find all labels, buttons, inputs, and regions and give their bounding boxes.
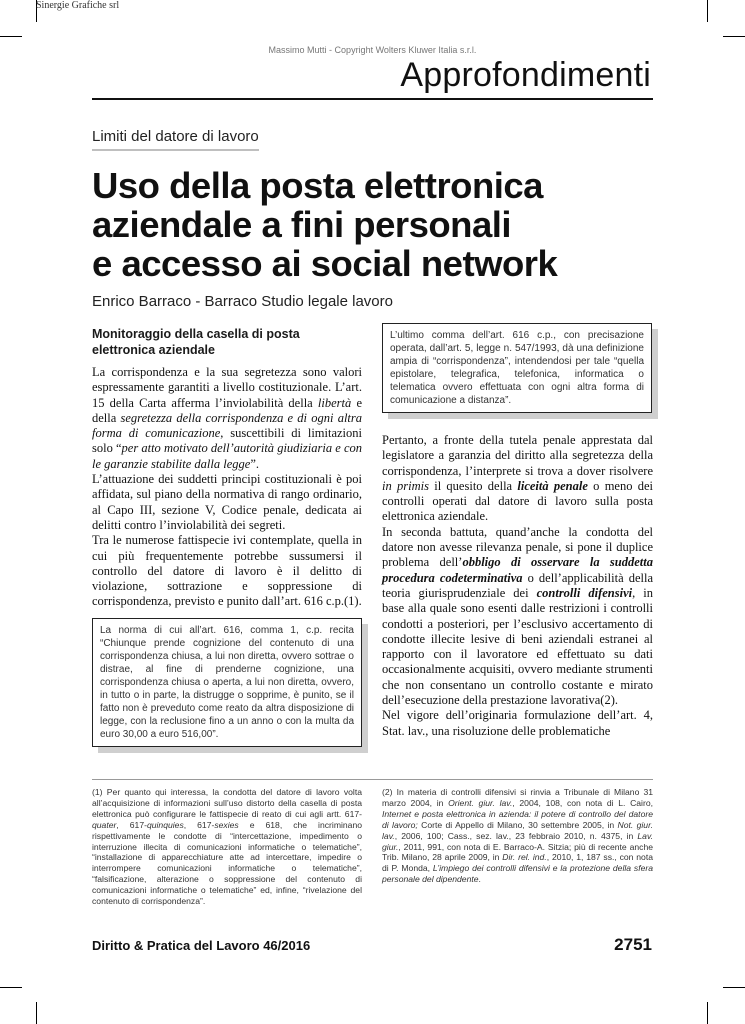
emphasis: Orient. giur. lav. <box>448 797 513 808</box>
header-rule <box>92 98 653 100</box>
text-run: La corrispondenza e la sua segretezza sono valori espressamente garantiti a livello costituzionale. L’art. 15 della Carta afferma l’inviolabilità della <box>92 365 362 410</box>
footnote-text <box>92 787 362 907</box>
footnote-2 <box>382 787 653 885</box>
crop-mark <box>707 0 708 22</box>
quote-box: L’ultimo comma dell’art. 616 c.p., con precisazione operata, dall’art. 5, legge n. 547/1993, dà una definizione ampia di “corrispondenza”, intendendosi per tale “quella epistolare, telegrafica, telefonica, informatica o telematica ovvero effettuata con ogni altra forma di comunicazione a distanza”. <box>382 323 652 413</box>
text-run: , 2011, 991, con nota di E. Barraco-A. Sitzia; più di recente anche Trib. Milano, 28 aprile 2009, in <box>382 841 653 863</box>
footnote-rule <box>92 779 653 780</box>
strong-emphasis: liceità penale <box>517 478 588 493</box>
headline-line: Uso della posta elettronica <box>92 165 543 206</box>
kicker-rule <box>92 149 259 151</box>
text-run: (2) In materia di controlli difensivi si rinvia a Tribunale di Milano 31 marzo 2004, in <box>382 787 653 808</box>
text-run: , 2010, 1, 187 ss., con nota di P. Monda, <box>382 852 653 874</box>
emphasis: L’impiego dei controlli difensivi e la protezione della sfera personale del dipendente <box>382 863 654 885</box>
text-run: il quesito della <box>428 478 518 493</box>
journal-reference: Diritto & Pratica del Lavoro 46/2016 <box>92 938 311 953</box>
column-left <box>92 327 362 747</box>
paragraph <box>92 365 362 472</box>
text-run: , suscettibili di limitazioni solo “ <box>92 426 362 456</box>
subheading: Monitoraggio della casella di posta elettronica aziendale <box>92 327 300 357</box>
headline-line: e accesso ai social network <box>92 243 558 284</box>
body-text <box>92 365 362 610</box>
footnote-1 <box>92 787 362 907</box>
text-run: In seconda battuta, quand’anche la condotta del datore non avesse rilevanza penale, si pone il duplice problema dell’ <box>382 524 653 570</box>
copyright-line: Massimo Mutti - Copyright Wolters Kluwer Italia s.r.l. <box>268 45 477 55</box>
text-run: , 617- <box>116 819 147 830</box>
text-run: , 2006, 100; Cass., sez. lav., 23 febbraio 2010, n. 4375, in <box>394 830 638 841</box>
paragraph <box>382 708 653 739</box>
emphasis: sexies <box>214 819 239 830</box>
byline: Enrico Barraco - Barraco Studio legale lavoro <box>92 293 393 310</box>
headline-line: aziendale a fini personali <box>92 204 512 245</box>
emphasis: segretezza della corrispondenza e di ogni altra forma di comunicazione <box>92 410 363 441</box>
text-run: Corte di Appello di Milano, 30 settembre 2005, in <box>417 819 618 830</box>
text-run: Tra le numerose fattispecie ivi contemplate, quella in cui più frequentemente potrebbe sussumersi il controllo del datore di lavoro è il delitto di violazione, sottrazione e soppressione di corrispondenza, previsto e punito dall’art. 616 c.p.(1). <box>92 533 362 609</box>
text-run: Pertanto, a fronte della tutela penale apprestata dal legislatore a garanzia del diritto alla segretezza della corrispondenza, l’interprete si trova a dover risolvere <box>382 433 653 478</box>
crop-mark <box>0 36 22 37</box>
text-run: (1) Per quanto qui interessa, la condotta del datore di lavoro volta all’acquisizione di informazioni sull’uso distorto della casella di posta elettronica può configurare le fattispecie di reato di cui agli artt. 617- <box>92 787 362 819</box>
emphasis: libertà <box>317 395 352 410</box>
section-title: Approfondimenti <box>400 56 651 94</box>
strong-emphasis: controlli difensivi <box>536 585 633 600</box>
text-run: , 617- <box>183 819 215 830</box>
body-text <box>382 433 653 739</box>
paragraph <box>382 525 653 709</box>
page-number: 2751 <box>614 935 652 954</box>
footnote-text <box>382 787 653 885</box>
column-right <box>382 323 653 739</box>
emphasis: Internet e posta elettronica in azienda: il potere di controllo del datore di lavoro; <box>382 808 653 830</box>
text-run: . <box>478 874 481 885</box>
strong-emphasis: obbligo di osservare la suddetta procedura codeterminativa <box>382 555 653 585</box>
emphasis: Lav. giur. <box>382 830 653 852</box>
emphasis: quinquies <box>146 819 184 830</box>
printer-mark: Sinergie Grafiche srl <box>36 0 120 11</box>
emphasis: per atto motivato dell’autorità giudiziaria e con le garanzie stabilite dalla legge <box>92 441 362 471</box>
paragraph <box>92 472 362 533</box>
text-run: , 2004, 108, con nota di L. Cairo, <box>512 797 653 808</box>
emphasis: in primis <box>382 478 429 493</box>
text-run: ”. <box>250 456 260 471</box>
text-run: e 618, che incriminano rispettivamente le condotte di “intercettazione, impedimento o interruzione illecita di comunicazioni informatiche o telematiche”, “installazione di apparecchiature atte ad intercettare, impedire o interrompere comunicazioni informatiche o telematiche”, “falsificazione, alterazione o soppressione del contenuto di comunicazioni informatiche o telematiche” ed, infine, “rivelazione del contenuto di corrispondenza”. <box>92 819 362 907</box>
text-run: o meno dei controlli operati dal datore di lavoro sulla posta elettronica aziendale. <box>382 478 653 524</box>
text-run: L’attuazione dei suddetti principi costituzionali è poi affidata, sul piano della normativa di rango ordinario, al Capo III, sezione V, Codice penale, dedicata ai delitti contro l’inviolabilità dei segreti. <box>92 472 362 532</box>
text-run: Nel vigore dell’originaria formulazione dell’art. 4, Stat. lav., una risoluzione delle problematiche <box>382 708 653 738</box>
crop-mark <box>723 987 745 988</box>
text-run: e della <box>92 395 362 425</box>
quote-box: La norma di cui all’art. 616, comma 1, c.p. recita “Chiunque prende cognizione del contenuto di una corrispondenza chiusa, a lui non diretta, ovvero sottrae o distrae, al fine di prenderne cognizione, una corrispondenza chiusa o aperta, a lui non diretta, ovvero, in tutto o in parte, la distrugge o sopprime, è punito, se il fatto non è preveduto come reato da altra disposizione di legge, con la reclusione fino a un anno o con la multa da euro 30,00 a euro 516,00”. <box>92 618 362 747</box>
emphasis: Dir. rel. ind. <box>502 852 547 863</box>
crop-mark <box>707 1002 708 1024</box>
crop-mark <box>0 987 22 988</box>
paragraph <box>92 533 362 609</box>
crop-mark <box>723 36 745 37</box>
emphasis: Not. giur. lav. <box>382 819 653 841</box>
emphasis: quater <box>92 819 117 830</box>
crop-mark <box>36 1002 37 1024</box>
article-headline <box>92 166 652 283</box>
text-run: o dell’applicabilità della teoria giurisprudenziale dei <box>382 570 653 600</box>
text-run: , in base alla quale sono esenti dalle restrizioni i controlli condotti a posteriori, per l’esclusivo accertamento di condotte illecite lesive di beni aziendali estranei al rapporto con il lavoratore ed effettuato su dati occasionalmente acquisiti, ovvero mediante strumenti che non consentano un controllo costante e mirato dell’esecuzione della prestazione lavorativa(2). <box>382 585 654 708</box>
kicker: Limiti del datore di lavoro <box>92 128 259 145</box>
paragraph <box>382 433 653 525</box>
